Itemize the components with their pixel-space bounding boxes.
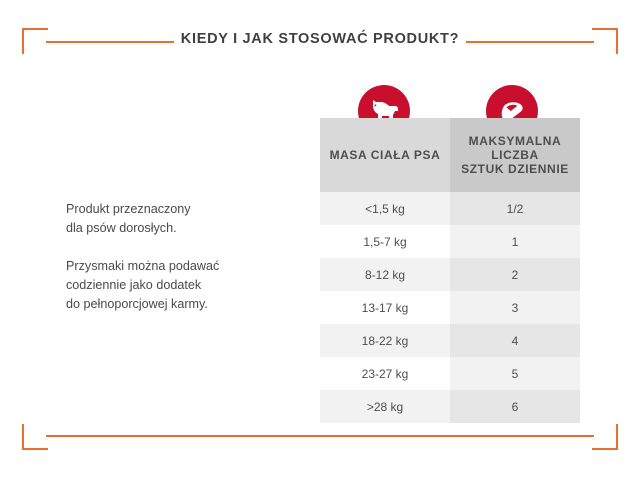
- cell-count: 4: [450, 324, 580, 357]
- cell-weight: 18-22 kg: [320, 324, 450, 357]
- table-header-row: [320, 118, 580, 192]
- cell-weight: 13-17 kg: [320, 291, 450, 324]
- column-header-weight: MASA CIAŁA PSA: [320, 118, 450, 192]
- cell-count: 5: [450, 357, 580, 390]
- frame-corner-bottom-left: [22, 424, 48, 450]
- cell-count: 1: [450, 225, 580, 258]
- cell-weight: 8-12 kg: [320, 258, 450, 291]
- cell-count: 2: [450, 258, 580, 291]
- page-title: KIEDY I JAK STOSOWAĆ PRODUKT?: [180, 31, 460, 47]
- intro-copy: [66, 200, 296, 314]
- frame-corner-bottom-right: [592, 424, 618, 450]
- table-row: [320, 357, 580, 390]
- cell-count: 1/2: [450, 192, 580, 225]
- table-row: [320, 324, 580, 357]
- cell-count: 6: [450, 390, 580, 423]
- intro-paragraph-1: Produkt przeznaczony dla psów dorosłych.: [66, 202, 191, 235]
- table-row: [320, 291, 580, 324]
- table-row: [320, 258, 580, 291]
- cell-weight: 1,5-7 kg: [320, 225, 450, 258]
- table-row: [320, 192, 580, 225]
- dosage-table: [320, 118, 580, 423]
- intro-paragraph-2: Przysmaki można podawać codziennie jako dodatek do pełnoporcjowej karmy.: [66, 259, 220, 311]
- frame-rule-bottom: [46, 435, 594, 437]
- table-row: [320, 225, 580, 258]
- cell-weight: 23-27 kg: [320, 357, 450, 390]
- cell-count: 3: [450, 291, 580, 324]
- cell-weight: >28 kg: [320, 390, 450, 423]
- cell-weight: <1,5 kg: [320, 192, 450, 225]
- column-header-count: MAKSYMALNA LICZBA SZTUK DZIENNIE: [450, 118, 580, 192]
- table-row: [320, 390, 580, 423]
